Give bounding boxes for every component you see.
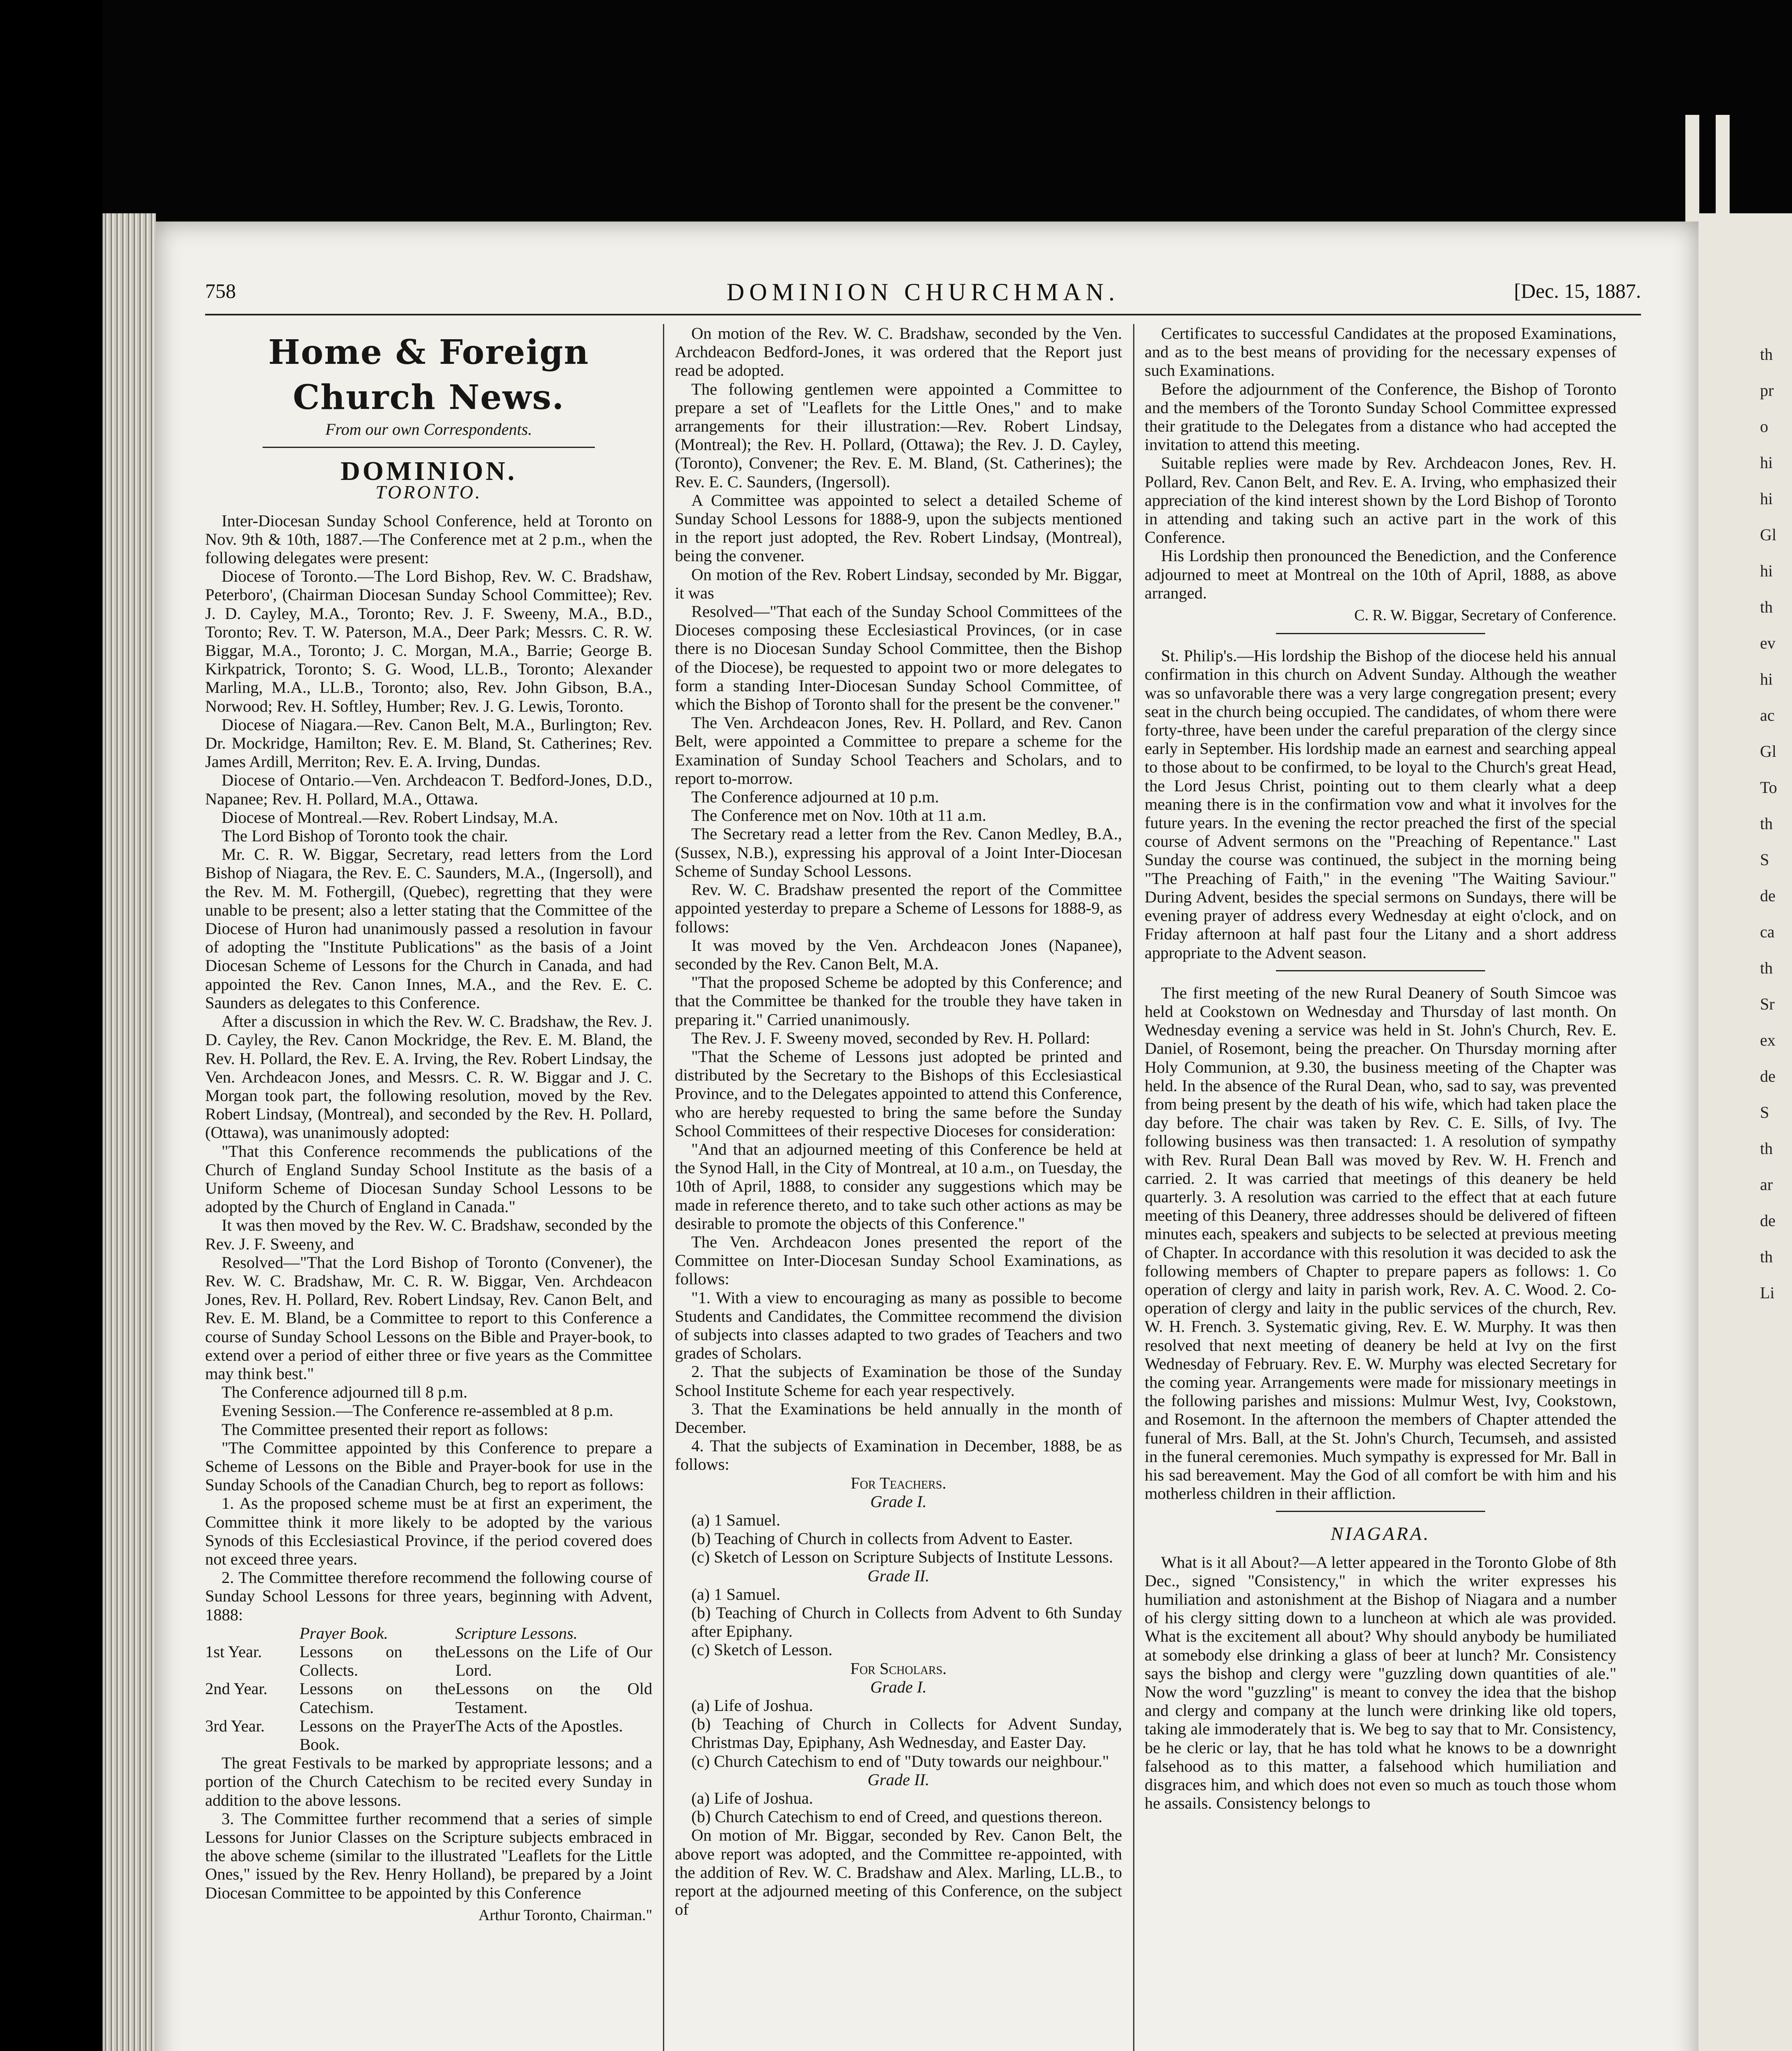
paragraph: Certificates to successful Candidates at the proposed Examinations, and as to the best means of providing for the necessary expenses of such Examinations. bbox=[1145, 324, 1616, 380]
facing-page-fragment: th bbox=[1760, 1139, 1773, 1158]
exam-item: (b) Teaching of Church in collects from Advent to Easter. bbox=[691, 1529, 1073, 1548]
paragraph: 1. As the proposed scheme must be at first an experiment, the Committee think it more likely to be adopted by the various Synods of this Ecclesiastical Province, if the period covered does not exceed three years. bbox=[205, 1494, 652, 1568]
column-2 bbox=[675, 324, 1122, 2051]
paragraph: Resolved—"That each of the Sunday School Committees of the Dioceses composing these Ecclesiastical Provinces, (or in case there is no Diocesan Sunday School Committee, then the Bishop of the Diocese), be requested to appoint two or more delegates to form a standing Inter-Diocesan Sunday School Committee, of which the Bishop of Toronto shall for the present be the convener." bbox=[675, 602, 1122, 714]
paragraph: The Conference met on Nov. 10th at 11 a.m. bbox=[691, 806, 987, 825]
facing-page-fragment: ex bbox=[1760, 1031, 1776, 1049]
facing-page-fragment: de bbox=[1760, 886, 1776, 905]
paragraph: Diocese of Niagara.—Rev. Canon Belt, M.A., Burlington; Rev. Dr. Mockridge, Hamilton; Rev. E. M. Bland, St. Catherines; Rev. James Ardill, Merriton; Rev. E. A. Irving, Dundas. bbox=[205, 715, 652, 771]
course-scripture: Lessons on the Life of Our Lord. bbox=[455, 1642, 652, 1680]
paragraph: Inter-Diocesan Sunday School Conference, held at Toronto on Nov. 9th & 10th, 1887.—The Conference met at 2 p.m., when the following delegates were present: bbox=[205, 511, 652, 567]
paragraph: Diocese of Montreal.—Rev. Robert Lindsay, M.A. bbox=[222, 808, 558, 827]
column-1 bbox=[205, 324, 652, 2051]
facing-page-fragment: hi bbox=[1760, 489, 1773, 508]
paragraph: The Secretary read a letter from the Rev. Canon Medley, B.A., (Sussex, N.B.), expressing his approval of a Joint Inter-Diocesan Scheme of Sunday School Lessons. bbox=[675, 825, 1122, 880]
section-subheading: From our own Correspondents. bbox=[325, 420, 532, 439]
paragraph: The Conference adjourned till 8 p.m. bbox=[222, 1383, 468, 1402]
paragraph: 2. The Committee therefore recommend the following course of Sunday School Lessons for three years, beginning with Advent, 1888: bbox=[205, 1568, 652, 1624]
place-heading: TORONTO. bbox=[375, 482, 482, 503]
facing-page-edge bbox=[1698, 213, 1792, 2051]
paragraph: The Ven. Archdeacon Jones presented the report of the Committee on Inter-Diocesan Sunday School Examinations, as follows: bbox=[675, 1232, 1122, 1288]
grade-heading: Grade I. bbox=[870, 1492, 927, 1511]
course-header-prayer-book: Prayer Book. bbox=[299, 1624, 388, 1642]
newspaper-page bbox=[156, 222, 1698, 2051]
exam-item: (a) Life of Joshua. bbox=[691, 1789, 813, 1808]
registration-bars-top bbox=[1685, 115, 1743, 238]
signature: Arthur Toronto, Chairman." bbox=[478, 1906, 652, 1924]
page-number: 758 bbox=[205, 279, 236, 302]
course-year: 2nd Year. bbox=[205, 1679, 267, 1698]
facing-page-fragment: hi bbox=[1760, 670, 1773, 688]
exam-item: (b) Teaching of Church in Collects from Advent to 6th Sunday after Epiphany. bbox=[691, 1603, 1122, 1641]
course-row bbox=[205, 1642, 652, 1679]
facing-page-fragment: To bbox=[1760, 778, 1777, 797]
facing-page-fragment: Li bbox=[1760, 1284, 1775, 1302]
facing-page-fragment: hi bbox=[1760, 453, 1773, 472]
paragraph: 2. That the subjects of Examination be those of the Sunday School Institute Scheme for each year respectively. bbox=[675, 1362, 1122, 1400]
divider bbox=[1276, 970, 1485, 971]
paragraph: Evening Session.—The Conference re-assembled at 8 p.m. bbox=[222, 1401, 613, 1420]
facing-page-fragment: de bbox=[1760, 1211, 1776, 1230]
paragraph: St. Philip's.—His lordship the Bishop of the diocese held his annual confirmation in this church on Advent Sunday. Although the weather was so unfavorable there was a very large congregation present; every seat in the church being occupied. The candidates, of whom there were forty-three, have been under the careful preparation of the clergy since early in September. His lordship made an earnest and searching appeal to those about to be confirmed, to be loyal to the Church's great Head, the Lord Jesus Christ, pointing out to them clearly what a deep meaning there is in the confirmation vow and what it involves for the future years. In the evening the rector preached the first of the special course of Advent sermons on the "Preaching of Repentance." Last Sunday the course was continued, the subject in the morning being "The Preaching of Faith," in the evening "The Waiting Saviour." During Advent, besides the special sermons on Sundays, there will be evening prayer of address every Wednesday at eight o'clock, and on Friday afternoon at half past four the Litany and a short address appropriate to the Advent season. bbox=[1145, 646, 1616, 962]
paragraph: Resolved—"That the Lord Bishop of Toronto (Convener), the Rev. W. C. Bradshaw, Mr. C. R. W. Biggar, Ven. Archdeacon Jones, Rev. H. Pollard, Rev. Robert Lindsay, Rev. Canon Belt, and Rev. E. M. Bland, be a Committee to report to this Conference a course of Sunday School Lessons on the Bible and Prayer-book, to extend over a period of either three or five years as the Committee may think best." bbox=[205, 1253, 652, 1383]
facing-page-fragment: ac bbox=[1760, 706, 1775, 724]
paragraph: Rev. W. C. Bradshaw presented the report of the Committee appointed yesterday to prepare a Scheme of Lessons for 1888-9, as follows: bbox=[675, 880, 1122, 936]
course-year: 3rd Year. bbox=[205, 1716, 265, 1735]
header-rule bbox=[205, 314, 1641, 315]
section-heading: Home & Foreign Church News. bbox=[268, 333, 590, 417]
paragraph: Diocese of Ontario.—Ven. Archdeacon T. Bedford-Jones, D.D., Napanee; Rev. H. Pollard, M.A., Ottawa. bbox=[205, 771, 652, 808]
course-scripture: Lessons on the Old Testament. bbox=[455, 1679, 652, 1717]
paragraph: The Committee presented their report as follows: bbox=[222, 1420, 549, 1439]
divider bbox=[1276, 633, 1485, 634]
niagara-heading: NIAGARA. bbox=[1330, 1523, 1431, 1544]
paragraph: The Lord Bishop of Toronto took the chair. bbox=[222, 827, 508, 845]
paragraph: 3. The Committee further recommend that a series of simple Lessons for Junior Classes on the Scripture subjects embraced in the above scheme (similar to the illustrated "Leaflets for the Little Ones," issued by the Rev. Henry Holland), be prepared by a Joint Diocesan Committee to be appointed by this Conference bbox=[205, 1809, 652, 1902]
column-rule bbox=[1133, 324, 1134, 2051]
facing-page-fragment: th bbox=[1760, 598, 1773, 616]
paragraph: "1. With a view to encouraging as many as possible to become Students and Candidates, the Committee recommend the division of subjects into classes adapted to two grades of Teachers and two grades of Scholars. bbox=[675, 1288, 1122, 1363]
course-prayer-book: Lessons on the Collects. bbox=[299, 1642, 455, 1680]
divider bbox=[1276, 1511, 1485, 1512]
exam-item: (a) Life of Joshua. bbox=[691, 1696, 813, 1715]
exam-item: (c) Sketch of Lesson on Scripture Subjects of Institute Lessons. bbox=[691, 1548, 1113, 1567]
course-scripture: The Acts of the Apostles. bbox=[455, 1716, 623, 1735]
facing-page-fragment: ca bbox=[1760, 923, 1775, 941]
facing-page-fragment: S bbox=[1760, 850, 1769, 869]
running-head bbox=[205, 275, 1641, 312]
facing-page-fragment: Sr bbox=[1760, 995, 1775, 1013]
facing-page-fragment: Gl bbox=[1760, 525, 1776, 544]
paragraph: 4. That the subjects of Examination in December, 1888, be as follows: bbox=[675, 1437, 1122, 1474]
course-row bbox=[205, 1679, 652, 1716]
teachers-heading: For Teachers. bbox=[850, 1473, 946, 1492]
facing-page-fragment: th bbox=[1760, 959, 1773, 977]
paragraph: After a discussion in which the Rev. W. C. Bradshaw, the Rev. J. D. Cayley, the Rev. Canon Mockridge, the Rev. E. M. Bland, the Rev. H. Pollard, the Rev. E. A. Irving, the Rev. Robert Lindsay, the Ven. Archdeacon Jones, and Messrs. C. R. W. Biggar and J. C. Morgan took part, the following resolution, moved by the Rev. Robert Lindsay, (Montreal), and seconded by the Rev. H. Pollard, (Ottawa), was unanimously adopted: bbox=[205, 1012, 652, 1142]
paragraph: "The Committee appointed by this Conference to prepare a Scheme of Lessons on the Bible and Prayer-book for use in the Sunday Schools of the Canadian Church, beg to report as follows: bbox=[205, 1438, 652, 1494]
column-rule bbox=[663, 324, 664, 2051]
facing-page-text bbox=[1760, 336, 1792, 1311]
issue-date: [Dec. 15, 1887. bbox=[1514, 279, 1641, 302]
exam-item: (b) Church Catechism to end of Creed, and questions thereon. bbox=[691, 1807, 1103, 1826]
paragraph: His Lordship then pronounced the Benediction, and the Conference adjourned to meet at Montreal on the 10th of April, 1888, as above arranged. bbox=[1145, 546, 1616, 602]
paragraph: On motion of Mr. Biggar, seconded by Rev. Canon Belt, the above report was adopted, and the Committee re-appointed, with the addition of Rev. W. C. Bradshaw and Alex. Marling, LL.B., to report at the adjourned meeting of this Conference, on the subject of bbox=[675, 1826, 1122, 1919]
paragraph: Diocese of Toronto.—The Lord Bishop, Rev. W. C. Bradshaw, Peterboro', (Chairman Diocesan Sunday School Committee); Rev. J. D. Cayley, M.A., Toronto; Rev. J. F. Sweeny, M.A., B.D., Toronto; Rev. T. W. Paterson, M.A., Deer Park; Messrs. C. R. W. Biggar, M.A., Toronto; J. C. Morgan, M.A., Barrie; George B. Kirkpatrick, Toronto; S. G. Wood, LL.B., Toronto; Alexander Marling, M.A., LL.B., Toronto; also, Rev. John Gibson, B.A., Norwood; Rev. H. Softley, Humber; Rev. J. G. Lewis, Toronto. bbox=[205, 567, 652, 715]
facing-page-fragment: S bbox=[1760, 1103, 1769, 1121]
paragraph: It was moved by the Ven. Archdeacon Jones (Napanee), seconded by the Rev. Canon Belt, M.A. bbox=[675, 936, 1122, 973]
facing-page-fragment: hi bbox=[1760, 562, 1773, 580]
divider bbox=[263, 447, 595, 448]
paragraph: Suitable replies were made by Rev. Archdeacon Jones, Rev. H. Pollard, Rev. Canon Belt, and Rev. E. A. Irving, who emphasized their appreciation of the kind interest shown by the Lord Bishop of Toronto in attending and taking such an active part in the work of this Conference. bbox=[1145, 454, 1616, 547]
region-heading: DOMINION. bbox=[341, 456, 517, 486]
facing-page-fragment: ar bbox=[1760, 1175, 1773, 1194]
paragraph: "That the proposed Scheme be adopted by this Conference; and that the Committee be thanked for the trouble they have taken in preparing it." Carried unanimously. bbox=[675, 973, 1122, 1029]
paragraph: What is it all About?—A letter appeared in the Toronto Globe of 8th Dec., signed "Consistency," in which the writer expresses his humiliation and astonishment at the Bishop of Niagara and a number of his clergy sitting down to a luncheon at which ale was provided. What is the excitement all about? Why should anybody be humiliated at somebody else drinking a glass of beer at lunch? Mr. Consistency says the bishop and clergy were "guzzling down quantities of ale." Now the word "guzzling" is meant to convey the idea that the bishop and clergy and company at the lunch were drinking like old topers, taking ale immoderately that is. We beg to say that to Mr. Consistency, be he cleric or lay, that he has told what he knows to be a downright falsehood as to this matter, a falsehood which humiliation and disgraces him, and which does not even so much as touch those whom he assails. Consistency belongs to bbox=[1145, 1553, 1616, 1813]
grade-heading: Grade I. bbox=[870, 1677, 927, 1696]
exam-item: (a) 1 Samuel. bbox=[691, 1585, 781, 1603]
facing-page-fragment: ev bbox=[1760, 634, 1776, 652]
paragraph: The great Festivals to be marked by appropriate lessons; and a portion of the Church Catechism to be recited every Sunday in addition to the above lessons. bbox=[205, 1754, 652, 1809]
grade-heading: Grade II. bbox=[867, 1770, 930, 1789]
exam-item: (c) Sketch of Lesson. bbox=[691, 1640, 833, 1659]
paragraph: The Conference adjourned at 10 p.m. bbox=[691, 788, 939, 806]
course-prayer-book: Lessons on the Prayer Book. bbox=[299, 1716, 455, 1754]
paragraph: 3. That the Examinations be held annually in the month of December. bbox=[675, 1399, 1122, 1437]
facing-page-fragment: Gl bbox=[1760, 742, 1776, 761]
course-row bbox=[205, 1717, 652, 1754]
facing-page-fragment: o bbox=[1760, 417, 1768, 436]
paragraph: On motion of the Rev. W. C. Bradshaw, seconded by the Ven. Archdeacon Bedford-Jones, it was ordered that the Report just read be adopted. bbox=[675, 324, 1122, 380]
facing-page-fragment: de bbox=[1760, 1067, 1776, 1085]
exam-item: (b) Teaching of Church in Collects for Advent Sunday, Christmas Day, Epiphany, Ash Wednesday, and Easter Day. bbox=[691, 1715, 1122, 1752]
book-page-edges bbox=[103, 213, 156, 2051]
course-header-scripture: Scripture Lessons. bbox=[455, 1624, 578, 1642]
exam-item: (c) Church Catechism to end of "Duty towards our neighbour." bbox=[691, 1752, 1109, 1770]
paragraph: It was then moved by the Rev. W. C. Bradshaw, seconded by the Rev. J. F. Sweeny, and bbox=[205, 1216, 652, 1253]
paragraph: The Ven. Archdeacon Jones, Rev. H. Pollard, and Rev. Canon Belt, were appointed a Committee to prepare a scheme for the Examination of Sunday School Teachers and Scholars, and to report to-morrow. bbox=[675, 713, 1122, 788]
facing-page-fragment: th bbox=[1760, 1247, 1773, 1266]
column-3 bbox=[1145, 324, 1616, 2051]
exam-item: (a) 1 Samuel. bbox=[691, 1511, 781, 1529]
paragraph: The following gentlemen were appointed a Committee to prepare a set of "Leaflets for the Little Ones," and to make arrangements for their illustration:—Rev. Robert Lindsay, (Montreal); the Rev. H. Pollard, (Ottawa); the Rev. J. D. Cayley, (Toronto), Convener; the Rev. E. M. Bland, (St. Catherines); the Rev. E. C. Saunders, (Ingersoll). bbox=[675, 379, 1122, 491]
facing-page-fragment: pr bbox=[1760, 381, 1774, 400]
paragraph: "That this Conference recommends the publications of the Church of England Sunday School Institute as the basis of a Uniform Scheme of Diocesan Sunday School Lessons to be adopted by the Church of England in Canada." bbox=[205, 1142, 652, 1216]
scan-dark-border bbox=[0, 0, 103, 2051]
course-year: 1st Year. bbox=[205, 1642, 262, 1661]
course-table-header bbox=[205, 1624, 652, 1642]
paragraph: A Committee was appointed to select a detailed Scheme of Sunday School Lessons for 1888-9, upon the subjects mentioned in the report just adopted, the Rev. Robert Lindsay, (Montreal), being the convener. bbox=[675, 491, 1122, 565]
paragraph: On motion of the Rev. Robert Lindsay, seconded by Mr. Biggar, it was bbox=[675, 565, 1122, 602]
paragraph: Before the adjournment of the Conference, the Bishop of Toronto and the members of the Toronto Sunday School Committee expressed their gratitude to the Delegates from a distance who had accepted the invitation to attend this meeting. bbox=[1145, 379, 1616, 454]
facing-page-fragment: th bbox=[1760, 345, 1773, 363]
paragraph: The Rev. J. F. Sweeny moved, seconded by Rev. H. Pollard: bbox=[691, 1028, 1090, 1047]
paragraph: "That the Scheme of Lessons just adopted be printed and distributed by the Secretary to the Bishops of this Ecclesiastical Province, and to the Delegates appointed to attend this Conference, who are hereby requested to bring the same before the Sunday School Committees of their respective Dioceses for consideration: bbox=[675, 1047, 1122, 1140]
paragraph: The first meeting of the new Rural Deanery of South Simcoe was held at Cookstown on Wednesday and Thursday of last month. On Wednesday evening a service was held in St. John's Church, Rev. E. Daniel, of Rosemont, being the preacher. On Thursday morning after Holy Communion, at 9.30, the business meeting of the Chapter was held. In the absence of the Rural Dean, who, sad to say, was prevented from being present by the death of his wife, which had taken place the day before. The chair was taken by Rev. C. E. Sills, of Ivy. The following business was then transacted: 1. A resolution of sympathy with Rev. Rural Dean Ball was moved by Rev. W. H. French and carried. 2. It was carried that meetings of this deanery be held quarterly. 3. A resolution was carried to the effect that at each future meeting of this Deanery, three addresses should be delivered of fifteen minutes each, speakers and subjects to be selected at previous meeting of Chapter. In accordance with this resolution it was decided to ask the following members of Chapter to prepare papers as follows: 1. Co operation of clergy and laity in parish work, Rev. A. C. Wood. 2. Co-operation of clergy and laity in the public services of the church, Rev. W. H. French. 3. Systematic giving, Rev. E. W. Murphy. It was then resolved that next meeting of deanery be held at Ivy on the first Wednesday of February. Rev. E. W. Murphy was elected Secretary for the coming year. Arrangements were made for missionary meetings in the following parishes and missions: Mulmur West, Ivy, Cookstown, and Rosemont. In the afternoon the members of Chapter attended the funeral of Mrs. Ball, at the St. John's Church, Tecumseh, and assisted in the funeral ceremonies. Much sympathy is expressed for Mr. Ball in his sad bereavement. May the God of all comfort be with him and his motherless children in their affliction. bbox=[1145, 983, 1616, 1503]
scholars-heading: For Scholars. bbox=[850, 1659, 947, 1678]
signature: C. R. W. Biggar, Secretary of Conference. bbox=[1354, 607, 1616, 624]
paragraph: Mr. C. R. W. Biggar, Secretary, read letters from the Lord Bishop of Niagara, the Rev. E. C. Saunders, M.A., (Ingersoll), and the Rev. M. M. Fothergill, (Quebec), regretting that they were unable to be present; also a letter stating that the Committee of the Diocese of Huron had unanimously passed a resolution in favour of adopting the "Institute Publications" as the basis of a Joint Diocesan Scheme of Lessons for the Church in Canada, and had appointed the Rev. Canon Innes, M.A., and the Rev. E. C. Saunders as delegates to this Conference. bbox=[205, 845, 652, 1012]
grade-heading: Grade II. bbox=[867, 1566, 930, 1585]
publication-title: DOMINION CHURCHMAN. bbox=[726, 279, 1120, 306]
course-prayer-book: Lessons on the Catechism. bbox=[299, 1679, 455, 1717]
facing-page-fragment: th bbox=[1760, 814, 1773, 833]
paragraph: "And that an adjourned meeting of this Conference be held at the Synod Hall, in the City of Montreal, at 10 a.m., on Tuesday, the 10th of April, 1888, to consider any suggestions which may be made in reference thereto, and to take such other actions as may be desirable to promote the objects of this Conference." bbox=[675, 1140, 1122, 1233]
